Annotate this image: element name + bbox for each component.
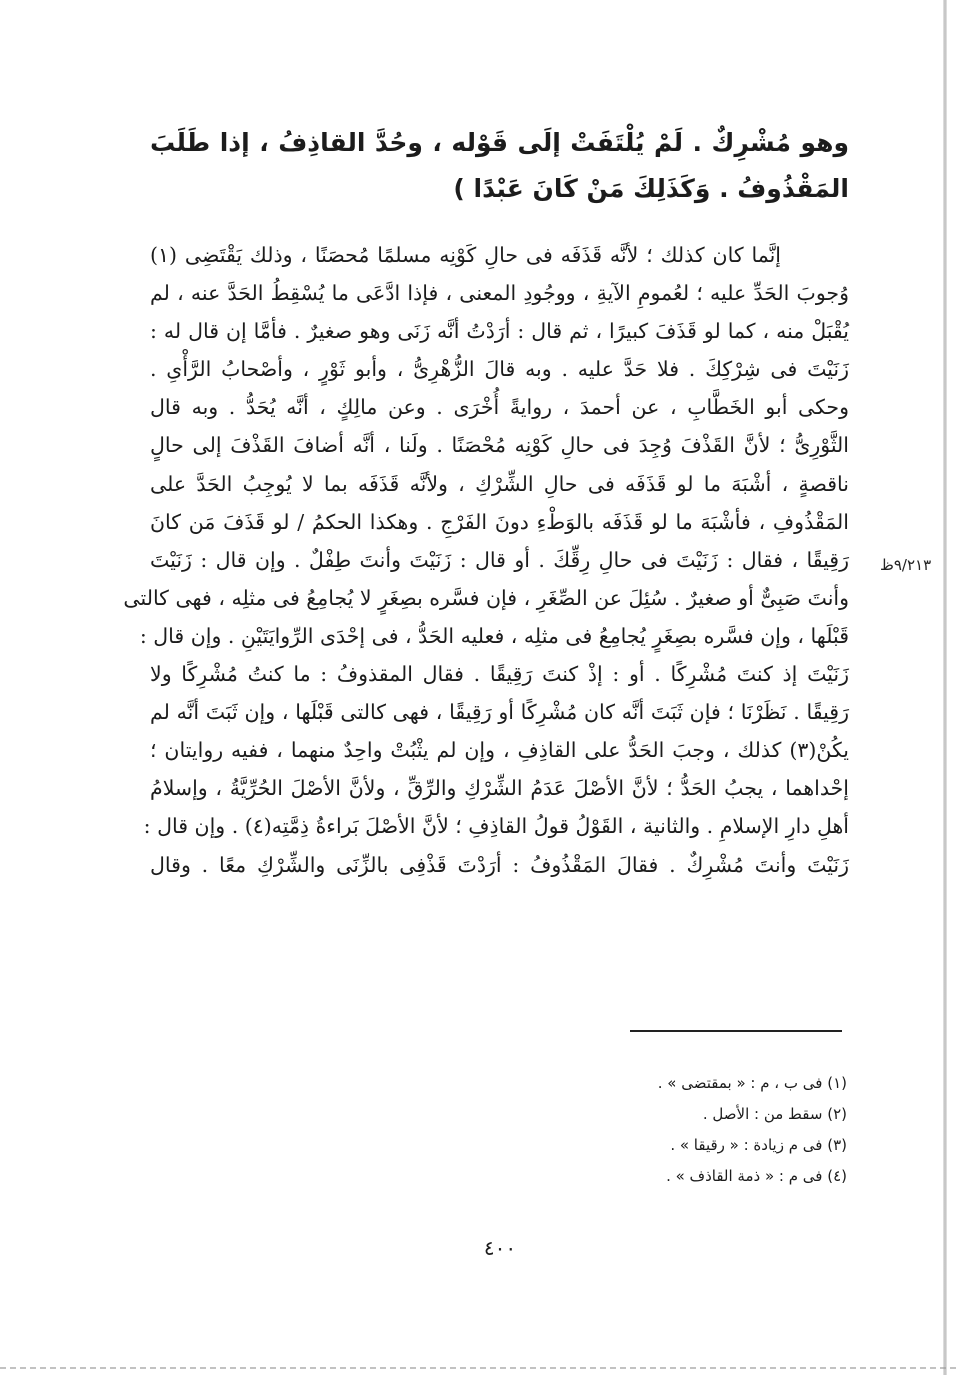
sharh-line: أهلِ دارِ الإسلامِ . والثانية ، القَوْلُ قولُ القاذِفِ ؛ لأنَّ الأصْلَ بَراءةُ ذِمَّتِه(٤) . وإن قال : xyxy=(143,814,849,839)
footnotes xyxy=(347,1068,847,1192)
sharh-line: يُقْبَلْ منه ، كما لو قَذَفَ كبيرًا ، ثم قال : أرَدْتُ أنَّه زَنَى وهو صغيرٌ . فأمَّا إن قال له : xyxy=(150,319,849,344)
sharh-line: زَنَيْتَ فى شِرْكِكَ . فلا حَدَّ عليه . وبه قالَ الزُّهْرِىُّ ، وأبو ثَوْرٍ ، وأصْحابُ الرَّأْىِ . xyxy=(150,357,849,382)
footnote-divider xyxy=(630,1030,842,1032)
footnote: (٤) فى م : « ذمة القاذف » . xyxy=(666,1167,847,1185)
matn-text: وهو مُشْرِكٌ . لَمْ يُلْتَفَتْ إلَى قَوْله ، وحُدَّ القاذِفُ ، إذا طَلَبَ المَقْذُوفُ . وَكَذَلِكَ مَنْ كَانَ عَبْدًا ) xyxy=(150,128,849,203)
sharh-line: ناقصةٍ ، أشْبَهَ ما لو قَذَفَه فى حالِ الشِّرْكِ ، ولأنَّه قَذَفَه بما لا يُوجِبُ الحَدَّ على xyxy=(150,471,849,496)
sharh-line: وحكى أبو الخَطَّابِ ، عن أحمدَ ، روايةً أُخْرَى . وعن مالِكٍ ، أنَّه يُحَدُّ . وبه قال xyxy=(150,395,849,420)
sharh-line: المَقْذُوفِ ، فأشْبَهَ ما لو قَذَفَه بالوَطْءِ دونَ الفَرْجِ . وهكذا الحكمُ / لو قَذَفَ مَن كانَ xyxy=(150,509,849,534)
sharh-line: وُجوبَ الحَدِّ عليه ؛ لعُمومِ الآيةِ ، ووجُودِ المعنى ، فإذا ادَّعَى ما يُسْقِطُ الحَدَّ عنه ، لم xyxy=(150,281,849,306)
sharh-line: رَقِيقًا . نَظَرْنَا ؛ فإن ثَبَتَ أنَّه كان مُشْرِكًا أو رَقِيقًا ، فهى كالتى قَبْلَها ، وإن ثَبَتَ أنَّه لم xyxy=(150,700,849,725)
sharh-line: الثَّوْرِىُّ ؛ لأنَّ القَذْفَ وُجِدَ فى حالِ كَوْنِه مُحْصَنًا . ولَنا ، أنَّه أضافَ القَذْفَ إلى حالٍ xyxy=(150,433,849,458)
sharh-line: زَنَيْتَ إذ كنتَ مُشْرِكًا . أو : إذْ كنتَ رَقِيقًا . فقال المقذوفُ : ما كنتُ مُشْرِكًا ولا xyxy=(150,662,849,687)
sharh-line: إحْداهما ، يجبُ الحَدُّ ؛ لأنَّ الأصْلَ عَدَمُ الشِّرْكِ والرِّقِّ ، ولأنَّ الأصْلَ الحُرِّيَّةُ ، وإسلامُ xyxy=(150,776,849,801)
sharh-line: قَبْلَها ، وإن فسَّره بصِغَرٍ يُجامِعُ فى مثلِه ، فعليه الحَدُّ ، فى إحْدَى الرِّوايَتَيْنِ . وإن قال : xyxy=(139,623,849,648)
page-number: ٤٠٠ xyxy=(483,1236,517,1260)
sharh-line: إنَّما كان كذلك ؛ لأنَّه قَذَفَه فى حالِ كَوْنِه مسلمًا مُحصَنًا ، وذلك يَقْتَضِى (١) xyxy=(150,243,781,267)
sharh-text xyxy=(123,236,849,884)
sharh-line: زَنَيْتَ وأنتَ مُشْرِكٌ . فقالَ المَقْذُوفُ : أرَدْتَ قَذْفِى بالزِّنَى والشِّرْكِ معًا . وقال xyxy=(150,852,849,877)
footnote: (١) فى ب ، م : « بمقتضى » . xyxy=(657,1074,847,1092)
sharh-line: وأنتَ صَبِىٌّ أو صغيرٌ . سُئِلَ عن الصِّغَرِ ، فإن فسَّره بصِغَرٍ لا يُجامِعُ فى مثلِه ، فهى كالتى xyxy=(123,585,849,610)
page-bottom-edge xyxy=(0,1367,959,1369)
margin-manuscript-reference: ٩/٢١٣ظ xyxy=(880,556,932,574)
footnote: (٢) سقط من : الأصل . xyxy=(702,1105,847,1123)
sharh-line: رَقِيقًا ، فقال : زَنَيْتَ فى حالِ رِقِّكَ . أو قال : زَنَيْتَ وأنتَ طِفْلٌ . وإن قال : زَنَيْتَ xyxy=(150,547,849,572)
sharh-line: يكُنْ(٣) كذلك ، وجبَ الحَدُّ على القاذِفِ ، وإن لم يثْبُتْ واحِدٌ منهما ، ففيه روايتان ؛ xyxy=(150,738,849,763)
page-binding-edge xyxy=(943,0,947,1375)
footnote: (٣) فى م زيادة : « رقيقا » . xyxy=(670,1136,847,1154)
